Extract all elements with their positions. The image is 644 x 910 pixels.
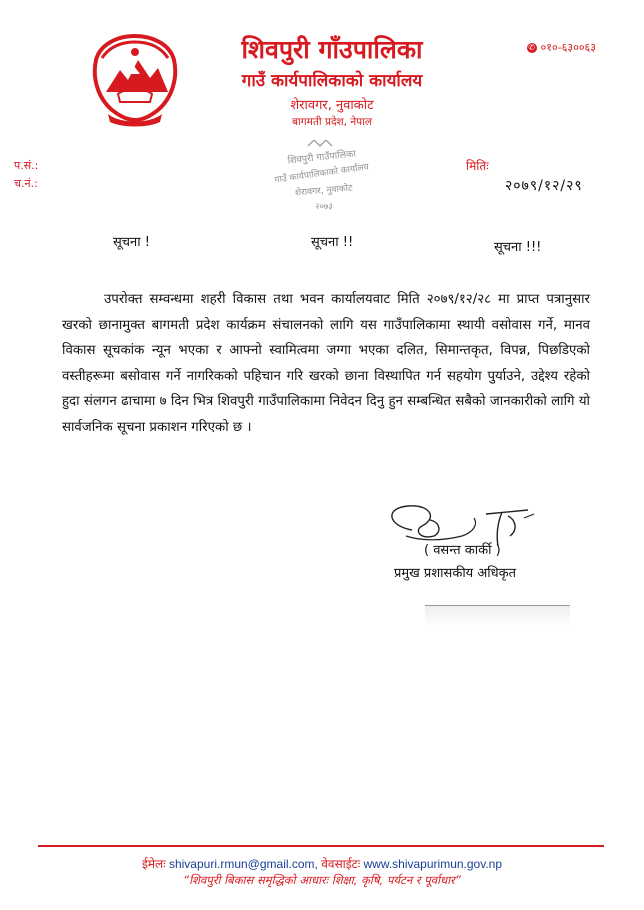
phone-value: ०१०-६३००६३ <box>540 41 596 54</box>
website-label: वेवसाईटः <box>321 857 361 871</box>
stamp-line-4: २०७३ <box>315 202 333 212</box>
date-label: मितिः <box>466 159 489 173</box>
office-name: शिवपुरी गाँउपालिका <box>241 35 423 64</box>
notice-heading-3: सूचना !!! <box>494 240 542 255</box>
faint-stamp-mark <box>425 605 570 634</box>
stamp-line-2: गाउँ कार्यपालिकाको कार्यालय <box>273 162 370 186</box>
dispatch-no-label: च.नं.: <box>14 177 38 190</box>
email-label: ईमेलः <box>141 857 166 871</box>
footer-contact <box>0 855 644 872</box>
signatory-title: प्रमुख प्रशासकीय अधिकृत <box>394 566 517 581</box>
footer-slogan: “शिवपुरी बिकास समृद्धिको आधारः शिक्षा, कृषि, पर्यटन र पूर्वाधार” <box>183 873 461 887</box>
email-link[interactable]: shivapuri.rmun@gmail.com, <box>168 857 318 871</box>
office-subtitle: गाउँ कार्यपालिकाको कार्यालय <box>241 71 423 91</box>
notice-heading-2: सूचना !! <box>311 235 354 250</box>
office-address: शेरावगर, नुवाकोट <box>290 98 374 113</box>
stamp-line-1: शिवपुरी गाउँपालिका <box>287 148 357 167</box>
notice-heading-1: सूचना ! <box>113 235 150 250</box>
letter-no-label: प.सं.: <box>14 159 39 172</box>
footer-divider <box>38 845 604 847</box>
stamp-line-3: शेरावगर, नुवाकोट <box>294 183 354 199</box>
date-value: २०७९/१२/२९ <box>505 178 583 194</box>
phone-icon: ✆ <box>528 43 535 52</box>
notice-body: उपरोक्त सम्वन्धमा शहरी विकास तथा भवन कार्यालयवाट मिति २०७९/१२/२८ मा प्राप्त पत्रानुसार खरको छानामुक्त बागमती प्रदेश कार्यक्रम संचालनको लागि यस गाउँपालिकामा स्थायी वसोवास गर्ने, मानव विकास सूचकांक न्यून भएका र आफ्नो स्वामित्वमा जग्गा भएका दलित, सिमान्तकृत, विपन्न, पिछडिएको वस्तीहरूमा बसोवास गर्ने नागरिकको पहिचान गरि खरको छाना विस्थापित गर्न सहयोग पुर्याउने, उद्देश्य रहेको हुदा संलगन ढाचामा ७ दिन भित्र शिवपुरी गाउँपालिकामा निवेदन दिनु हुन सम्बन्धित सबैको जानकारीको लागि यो सार्वजनिक सूचना प्रकाशन गरिएको छ । <box>62 292 590 435</box>
signatory-name: ( वसन्त कार्की ) <box>424 543 501 558</box>
phone-number <box>527 40 596 55</box>
office-stamp <box>270 140 374 216</box>
office-province: बागमती प्रदेश, नेपाल <box>292 116 372 128</box>
website-link[interactable]: www.shivapurimun.gov.np <box>363 857 503 871</box>
